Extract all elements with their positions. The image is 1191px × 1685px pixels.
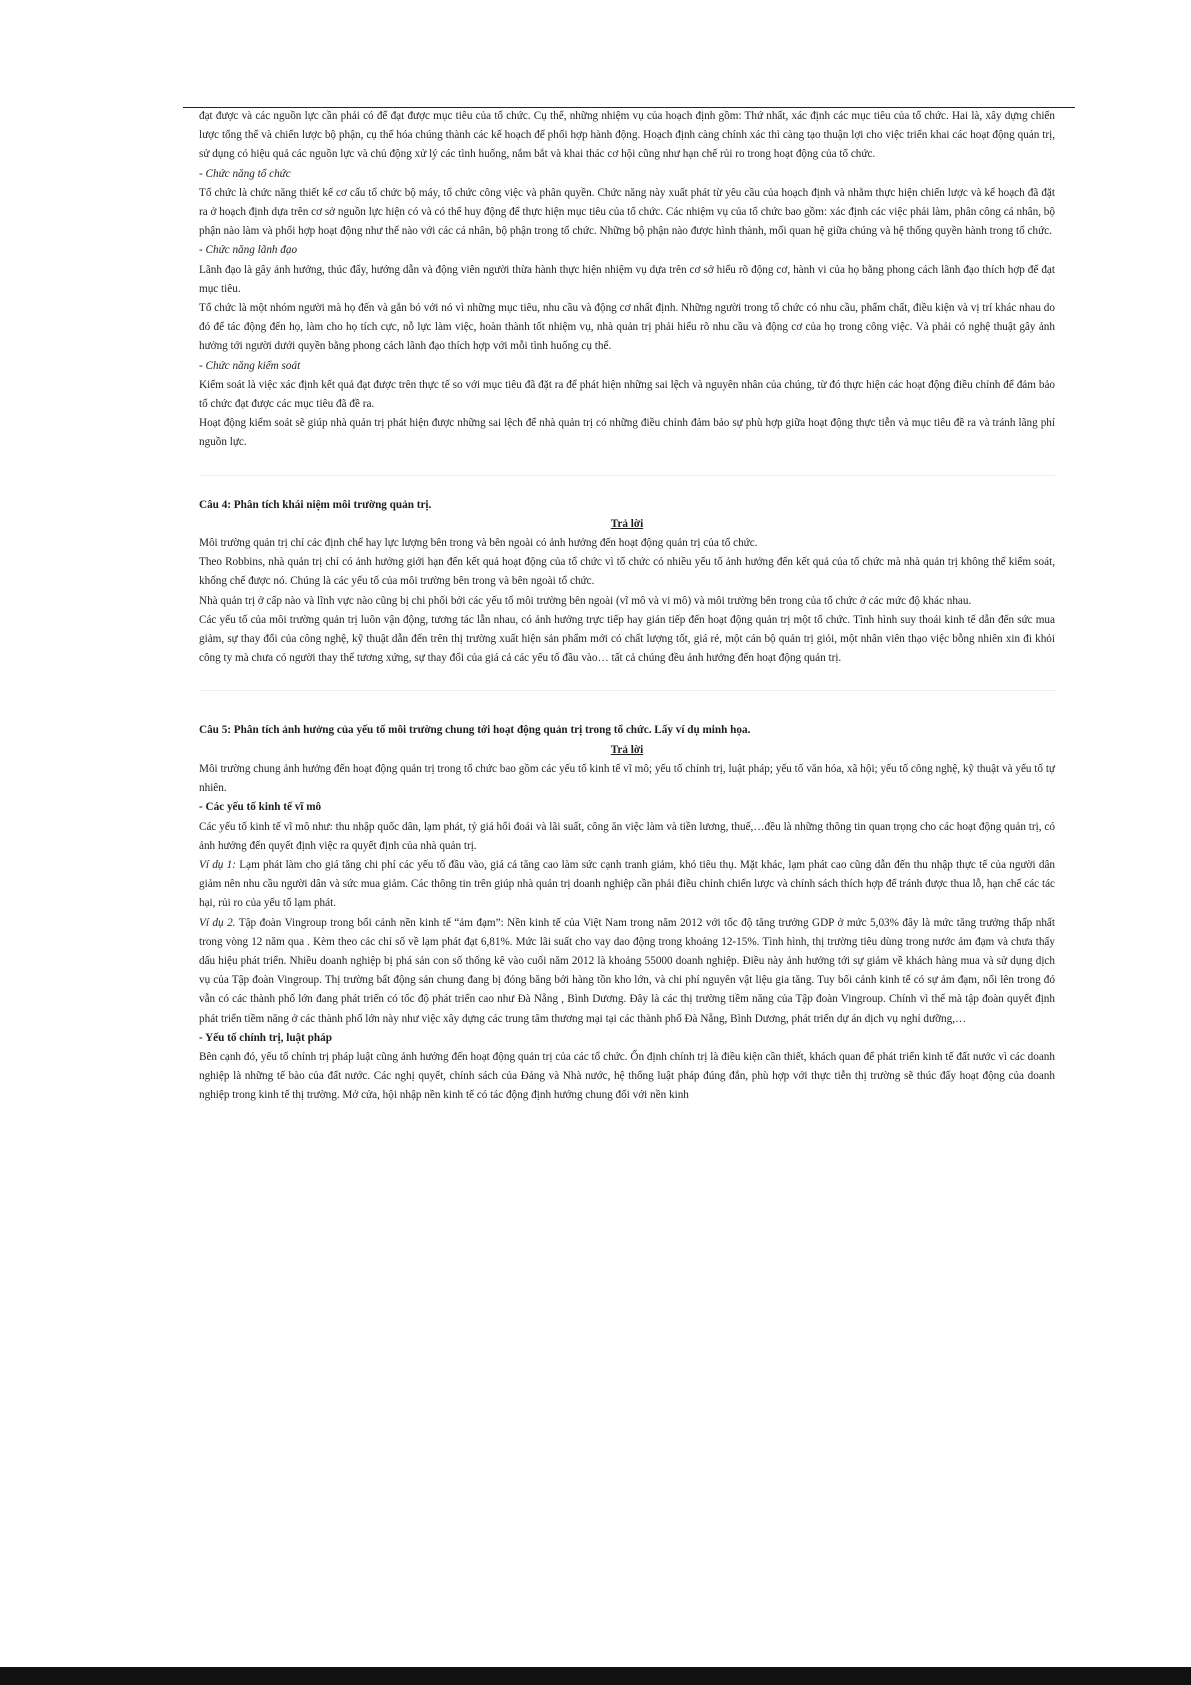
- answer-label: Trả lời: [610, 517, 644, 530]
- subsection-heading: - Chức năng tổ chức: [199, 167, 291, 180]
- body-paragraph: Kiểm soát là việc xác định kết quả đạt được trên thực tế so với mục tiêu đã đặt ra để phát hiện những sai lệch và nguyên nhân của chúng, từ đó thực hiện các hoạt động điều chỉnh để đảm bảo tổ chức đạt được các mục tiêu đã đề ra.: [199, 378, 1055, 411]
- bottom-bar: [0, 1667, 1191, 1685]
- section-separator: [199, 668, 1055, 691]
- example-paragraph: [199, 914, 1055, 1029]
- example-label: Ví dụ 2.: [199, 916, 236, 929]
- body-paragraph: Môi trường quản trị chỉ các định chế hay lực lượng bên trong và bên ngoài có ảnh hưởng đến hoạt động quản trị của tổ chức.: [199, 537, 758, 550]
- body-paragraph: Hoạt động kiểm soát sẽ giúp nhà quản trị phát hiện được những sai lệch để nhà quản trị có những điều chỉnh đảm bảo sự phù hợp giữa hoạt động thực tiễn và mục tiêu đề ra và tránh lãng phí nguồn lực.: [199, 417, 1055, 449]
- body-paragraph: đạt được và các nguồn lực cần phải có để đạt được mục tiêu của tổ chức. Cụ thể, những nhiệm vụ của hoạch định gồm: Thứ nhất, xác định các mục tiêu của tổ chức. Hai là, xây dựng chiến lược tổng thể và chiến lược bộ phận, cụ thể hóa chúng thành các kế hoạch để phối hợp hành động. Hoạch định càng chính xác thì càng tạo thuận lợi cho việc triển khai các hoạt động quản trị, sử dụng có hiệu quả các nguồn lực và chủ động xử lý các tình huống, nắm bắt và khai thác cơ hội cũng như hạn chế rủi ro trong hoạt động của tổ chức.: [199, 110, 1055, 161]
- question-heading: Câu 4: Phân tích khái niệm môi trường quản trị.: [199, 498, 432, 511]
- bold-subheading: - Các yếu tố kinh tế vĩ mô: [199, 801, 322, 814]
- body-paragraph: Các yếu tố kinh tế vĩ mô như: thu nhập quốc dân, lạm phát, tỷ giá hối đoái và lãi suất, công ăn việc làm và tiền lương, thuế,…đều là những thông tin quan trọng cho các hoạt động quản trị, có ảnh hưởng đến quyết định việc ra quyết định của nhà quản trị.: [199, 820, 1055, 852]
- body-paragraph: Bên cạnh đó, yếu tố chính trị pháp luật cũng ảnh hưởng đến hoạt động quản trị của các tổ chức. Ổn định chính trị là điều kiện cần thiết, khách quan để phát triển kinh tế đất nước vì các doanh nghiệp là những tế bào của đất nước. Các nghị quyết, chính sách của Đảng và Nhà nước, hệ thống luật pháp đúng đắn, phù hợp với thực tiễn thị trường sẽ thúc đẩy hoạt động của doanh nghiệp trong kinh tế thị trường. Mở cửa, hội nhập nền kinh tế có tác động định hướng chung đối với nền kinh: [199, 1050, 1055, 1102]
- example-label: Ví dụ 1:: [199, 858, 236, 871]
- question-heading: Câu 5: Phân tích ảnh hưởng của yếu tố môi trường chung tới hoạt động quản trị trong tổ chức. Lấy ví dụ minh họa.: [199, 724, 751, 737]
- body-paragraph: Tổ chức là chức năng thiết kế cơ cấu tổ chức bộ máy, tổ chức công việc và phân quyền. Chức năng này xuất phát từ yêu cầu của hoạch định và nhằm thực hiện chiến lược và kế hoạch đã đặt ra ở hoạch định dựa trên cơ sở nguồn lực hiện có và có thể huy động để thực hiện mục tiêu của tổ chức. Các nhiệm vụ của tổ chức bao gồm: xác định các việc phải làm, phân công cá nhân, bộ phận nào làm và phối hợp hoạt động như thế nào với các cá nhân, bộ phận trong tổ chức. Những bộ phận nào được hình thành, mối quan hệ giữa chúng và hệ thống quyền hành trong tổ chức.: [199, 186, 1055, 238]
- subsection-heading: - Chức năng lãnh đạo: [199, 244, 298, 257]
- body-paragraph: Theo Robbins, nhà quản trị chỉ có ảnh hưởng giới hạn đến kết quả hoạt động của tổ chức vì tổ chức có nhiều yếu tố ảnh hưởng đến kết quả của tổ chức mà nhà quản trị không thể kiểm soát, khống chế được nó. Chúng là các yếu tố của môi trường bên trong và bên ngoài tổ chức.: [199, 556, 1055, 588]
- body-paragraph: Tổ chức là một nhóm người mà họ đến và gắn bó với nó vì những mục tiêu, nhu cầu và động cơ nhất định. Những người trong tổ chức có nhu cầu, phẩm chất, điều kiện và vị trí khác nhau do đó để tác động đến họ, làm cho họ tích cực, nỗ lực làm việc, hoàn thành tốt nhiệm vụ, nhà quản trị phải hiểu rõ nhu cầu và động cơ của họ trong công việc. Và phải có nghệ thuật gây ảnh hưởng tới người dưới quyền bằng phong cách lãnh đạo thích hợp với mỗi tình huống cụ thể.: [199, 302, 1055, 353]
- bold-subheading: - Yếu tố chính trị, luật pháp: [199, 1031, 332, 1044]
- answer-label: Trả lời: [610, 743, 644, 756]
- body-paragraph: Các yếu tố của môi trường quản trị luôn vận động, tương tác lẫn nhau, có ảnh hưởng trực tiếp hay gián tiếp đến hoạt động quản trị một tổ chức. Tình hình suy thoái kinh tế dẫn đến sức mua giảm, sự thay đổi của công nghệ, kỹ thuật dẫn đến trên thị trường xuất hiện sản phẩm mới có chất lượng tốt, giá rẻ, một cán bộ quản trị giỏi, một nhân viên thạo việc bỗng nhiên xin đi khỏi công ty mà chưa có người thay thế tương xứng, sự thay đổi của giá cả các yếu tố đầu vào… tất cả chúng đều ảnh hưởng đến hoạt động quản trị.: [199, 613, 1055, 665]
- body-paragraph: Nhà quản trị ở cấp nào và lĩnh vực nào cũng bị chi phối bởi các yếu tố môi trường bên ngoài (vĩ mô và vi mô) và môi trường bên trong của tổ chức ở các mức độ khác nhau.: [199, 594, 972, 607]
- example-paragraph: [199, 856, 1055, 914]
- document-page: [199, 107, 1055, 1106]
- body-paragraph: Lãnh đạo là gây ảnh hưởng, thúc đẩy, hướng dẫn và động viên người thừa hành thực hiện nhiệm vụ dựa trên cơ sở hiểu rõ động cơ, hành vi của họ bằng phong cách lãnh đạo thích hợp để đạt mục tiêu.: [199, 263, 1055, 295]
- subsection-heading: - Chức năng kiểm soát: [199, 359, 301, 372]
- section-separator: [199, 453, 1055, 476]
- body-paragraph: Môi trường chung ảnh hưởng đến hoạt động quản trị trong tổ chức bao gồm các yếu tố kinh tế vĩ mô; yếu tố chính trị, luật pháp; yếu tố văn hóa, xã hội; yếu tố công nghệ, kỹ thuật và yếu tố tự nhiên.: [199, 762, 1055, 795]
- example-text: Lạm phát làm cho giá tăng chi phí các yếu tố đầu vào, giá cả tăng cao làm sức cạnh tranh giảm, khó tiêu thụ. Mặt khác, lạm phát cao cũng dẫn đến thu nhập thực tế của người dân giảm nên nhu cầu người dân và sức mua giảm. Các thông tin trên giúp nhà quản trị doanh nghiệp cần phải điều chỉnh chiến lược và chính sách thích hợp để tránh được thua lỗ, hạn chế các tác hại, rủi ro của yếu tố lạm phát.: [199, 858, 1055, 910]
- example-text: Tập đoàn Vingroup trong bối cảnh nền kinh tế “ảm đạm”: Nền kinh tế của Việt Nam trong năm 2012 với tốc độ tăng trưởng GDP ở mức 5,03% đây là mức tăng trưởng thấp nhất trong vòng 12 năm qua . Kèm theo các chỉ số về lạm phát đạt 6,81%. Mức lãi suất cho vay dao động trong khoảng 12-15%. Tình hình, thị trường tiêu dùng trong nước ảm đạm và chưa thấy dấu hiệu phát triển. Nhiều doanh nghiệp bị phá sản con số thống kê vào cuối năm 2012 là khoảng 55000 doanh nghiệp. Điều này ảnh hưởng tới sự giảm về khách hàng mua và sử dụng dịch vụ của Tập đoàn Vingroup. Thị trường bất động sản chung đang bị đóng băng bởi hàng tồn kho lớn, và chi phí nguyên vật liệu gia tăng. Tuy bối cảnh kinh tế có sự ảm đạm, nổi lên trong đó vẫn có các thành phố lớn đang phát triển có tốc độ phát triển cao như Đà Nẵng , Bình Dương. Đây là các thị trường tiềm năng của Tập đoàn Vingroup. Chính vì thế mà tập đoàn quyết định phát triển tiềm năng ở các thành phố lớn này như việc xây dựng các trung tâm thương mại tại các thành phố Đà Nẵng, Bình Dương, phát triển dự án dịch vụ nghỉ dưỡng,…: [199, 916, 1055, 1025]
